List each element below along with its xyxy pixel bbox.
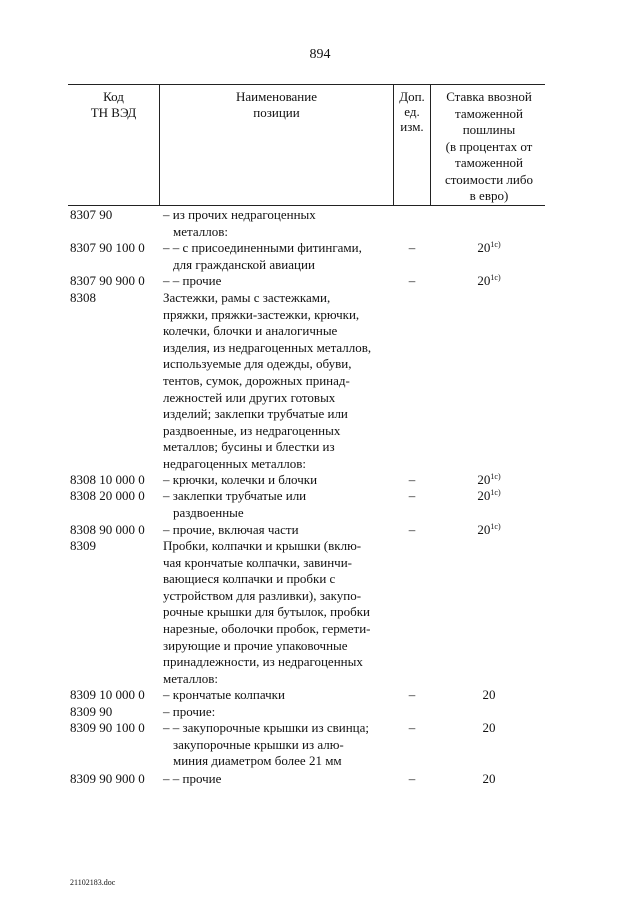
row-rate-value: 20 xyxy=(477,472,491,487)
row-description xyxy=(163,771,393,788)
row-rate-footnote: 1c) xyxy=(490,522,501,531)
row-description-line: рочные крышки для бутылок, пробки xyxy=(163,604,371,620)
row-rate-value: 20 xyxy=(477,522,491,537)
row-rate xyxy=(431,240,547,257)
header-name-line: Наименование xyxy=(236,89,317,104)
row-description-line: Застежки, рамы с застежками, xyxy=(163,290,331,305)
row-rate xyxy=(431,720,547,737)
header-rate-line: стоимости либо xyxy=(444,171,533,187)
row-code: 8307 90 xyxy=(70,207,113,222)
row-description-line: принадлежности, из недрагоценных xyxy=(163,654,363,670)
header-unit-line: ед. xyxy=(404,104,420,119)
row-description xyxy=(163,290,393,473)
row-description-line: металлов: xyxy=(173,223,228,239)
row-description xyxy=(163,522,393,539)
row-description-line: – – прочие xyxy=(163,273,222,288)
row-unit: – xyxy=(408,687,416,702)
row-unit: – xyxy=(408,522,416,537)
row-description-line: миния диаметром более 21 мм xyxy=(173,753,342,769)
row-code: 8309 90 900 0 xyxy=(70,771,145,786)
row-description-line: – крючки, колечки и блочки xyxy=(163,472,318,487)
footer-filename: 21102183.doc xyxy=(70,878,116,887)
row-description-line: – заклепки трубчатые или xyxy=(163,488,307,503)
page-number: 894 xyxy=(309,47,331,62)
row-description-line: зирующие и прочие упаковочные xyxy=(163,637,348,653)
row-code: 8307 90 100 0 xyxy=(70,240,145,255)
row-description-line: – прочие: xyxy=(163,704,216,719)
row-description-line: лежностей или других готовых xyxy=(163,389,336,405)
header-rate-line: таможенной xyxy=(455,105,523,121)
row-unit: – xyxy=(408,240,416,255)
row-rate xyxy=(431,771,547,788)
row-code: 8307 90 900 0 xyxy=(70,273,145,288)
row-rate-footnote: 1c) xyxy=(490,472,501,481)
row-description-line: чая крончатые колпачки, завинчи- xyxy=(163,554,352,570)
row-code: 8308 xyxy=(70,290,96,305)
row-unit: – xyxy=(408,771,416,786)
row-rate-value: 20 xyxy=(477,488,491,503)
row-description-line: вающиеся колпачки и пробки с xyxy=(163,571,336,587)
row-description-line: – прочие, включая части xyxy=(163,522,299,537)
row-description-line: пряжки, пряжки-застежки, крючки, xyxy=(163,306,360,322)
row-description-line: закупорочные крышки из алю- xyxy=(173,736,344,752)
header-rate-line: таможенной xyxy=(455,155,523,170)
row-unit: – xyxy=(408,488,416,503)
row-description-line: Пробки, колпачки и крышки (вклю- xyxy=(163,538,362,553)
row-rate xyxy=(431,687,547,704)
row-unit: – xyxy=(408,720,416,735)
header-unit-line: Доп. xyxy=(399,89,425,104)
row-rate-footnote: 1c) xyxy=(490,273,501,282)
row-rate xyxy=(431,472,547,489)
row-description-line: устройством для разливки), закупо- xyxy=(163,587,362,603)
row-description-line: недрагоценных металлов: xyxy=(163,455,307,471)
header-rate-line: в евро) xyxy=(469,188,509,203)
row-description-line: металлов: xyxy=(163,670,218,686)
row-description-line: изделия, из недрагоценных металлов, xyxy=(163,339,372,355)
row-rate-value: 20 xyxy=(482,720,496,735)
row-description xyxy=(163,538,393,687)
row-description-line: раздвоенные xyxy=(173,504,244,520)
row-description xyxy=(163,488,393,521)
row-rate-value: 20 xyxy=(477,240,491,255)
row-rate-value: 20 xyxy=(482,771,496,786)
header-code-line: Код xyxy=(103,89,124,104)
row-description xyxy=(163,472,393,489)
row-rate-footnote: 1c) xyxy=(490,488,501,497)
row-description-line: тентов, сумок, дорожных принад- xyxy=(163,372,350,388)
row-code: 8309 90 100 0 xyxy=(70,720,145,735)
row-description xyxy=(163,704,393,721)
header-rate-line: пошлины xyxy=(462,122,516,137)
header-name-line: позиции xyxy=(253,105,300,120)
row-code: 8308 90 000 0 xyxy=(70,522,145,537)
row-description-line: раздвоенные, из недрагоценных xyxy=(163,422,341,438)
header-rate-line: Ставка ввозной xyxy=(446,89,532,104)
row-description-line: – из прочих недрагоценных xyxy=(163,207,316,222)
row-unit: – xyxy=(408,273,416,288)
row-code: 8309 xyxy=(70,538,96,553)
row-description xyxy=(163,207,393,240)
row-description-line: металлов; бусины и блестки из xyxy=(163,439,335,455)
row-description-line: – – с присоединенными фитингами, xyxy=(163,240,362,255)
row-rate xyxy=(431,488,547,505)
row-code: 8309 10 000 0 xyxy=(70,687,145,702)
row-description-line: используемые для одежды, обуви, xyxy=(163,356,352,372)
row-description-line: – крончатые колпачки xyxy=(163,687,285,702)
row-rate-value: 20 xyxy=(477,273,491,288)
row-rate-value: 20 xyxy=(482,687,496,702)
row-description-line: изделий; заклепки трубчатые или xyxy=(163,406,348,422)
row-code: 8308 20 000 0 xyxy=(70,488,145,503)
row-rate xyxy=(431,522,547,539)
header-code-line: ТН ВЭД xyxy=(90,105,137,120)
row-unit: – xyxy=(408,472,416,487)
row-description-line: – – прочие xyxy=(163,771,222,786)
row-description xyxy=(163,687,393,704)
header-rate-line: (в процентах от xyxy=(445,138,533,154)
header-unit-line: изм. xyxy=(400,119,424,134)
row-description-line: для гражданской авиации xyxy=(173,256,315,272)
row-rate xyxy=(431,273,547,290)
row-rate-footnote: 1c) xyxy=(490,240,501,249)
row-description-line: – – закупорочные крышки из свинца; xyxy=(163,720,369,735)
row-description xyxy=(163,720,393,770)
row-description-line: нарезные, оболочки пробок, гермети- xyxy=(163,620,371,636)
row-description xyxy=(163,273,393,290)
row-description xyxy=(163,240,393,273)
row-code: 8309 90 xyxy=(70,704,113,719)
row-code: 8308 10 000 0 xyxy=(70,472,145,487)
row-description-line: колечки, блочки и аналогичные xyxy=(163,323,338,339)
